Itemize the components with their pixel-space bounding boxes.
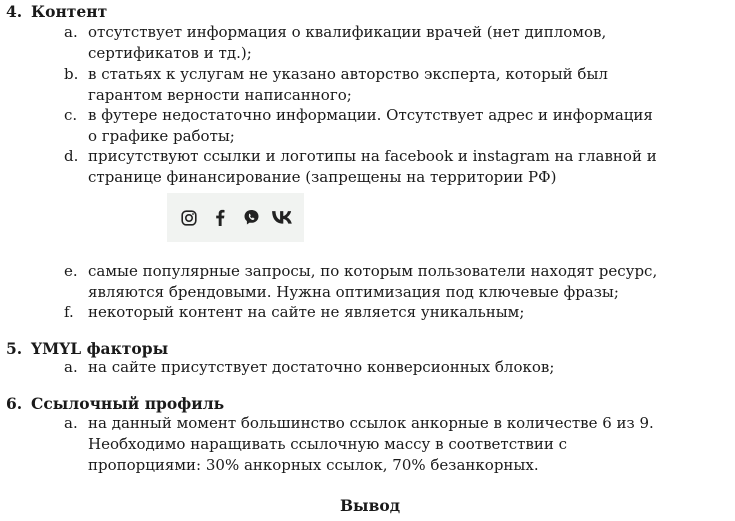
section-title: Контент [31,2,108,21]
item-letter: f. [64,303,74,321]
section-heading-4 [6,2,107,21]
section-title: Ссылочный профиль [31,394,225,413]
item-text: некоторый контент на сайте не является уникальным; [88,303,525,321]
item-text: присутствуют ссылки и логотипы на facebook и instagram на главной и странице финансирование (запрещены на территории РФ) [88,147,657,186]
item-letter: e. [64,262,78,280]
section-heading-5 [6,339,168,358]
viber-icon [241,208,261,228]
instagram-icon [179,208,199,228]
section-number: 5. [6,339,23,358]
section-number: 6. [6,394,23,413]
item-text: на сайте присутствует достаточно конверсионных блоков; [88,358,555,376]
social-icons-image [167,193,304,242]
item-letter: d. [64,147,79,165]
item-letter: b. [64,65,79,83]
item-text: в футере недостаточно информации. Отсутствует адрес и информация о графике работы; [88,106,653,145]
item-text: отсутствует информация о квалификации врачей (нет дипломов, сертификатов и тд.); [88,23,607,62]
item-letter: a. [64,414,78,432]
item-text: в статьях к услугам не указано авторство эксперта, который был гарантом верности написанного; [88,65,608,104]
section-title: YMYL факторы [31,339,169,358]
vk-icon [272,208,292,228]
item-letter: a. [64,23,78,41]
item-letter: c. [64,106,78,124]
section-number: 4. [6,2,23,21]
item-text: на данный момент большинство ссылок анкорные в количестве 6 из 9. Необходимо наращивать ссылочную массу в соответствии с пропорциями: 30% анкорных ссылок, 70% безанкорных. [88,414,654,474]
item-letter: a. [64,358,78,376]
section-heading-6 [6,394,224,413]
item-text: самые популярные запросы, по которым пользователи находят ресурс, являются брендовыми. Нужна оптимизация под ключевые фразы; [88,262,658,301]
conclusion-heading: Вывод [339,496,401,515]
facebook-icon [210,208,230,228]
